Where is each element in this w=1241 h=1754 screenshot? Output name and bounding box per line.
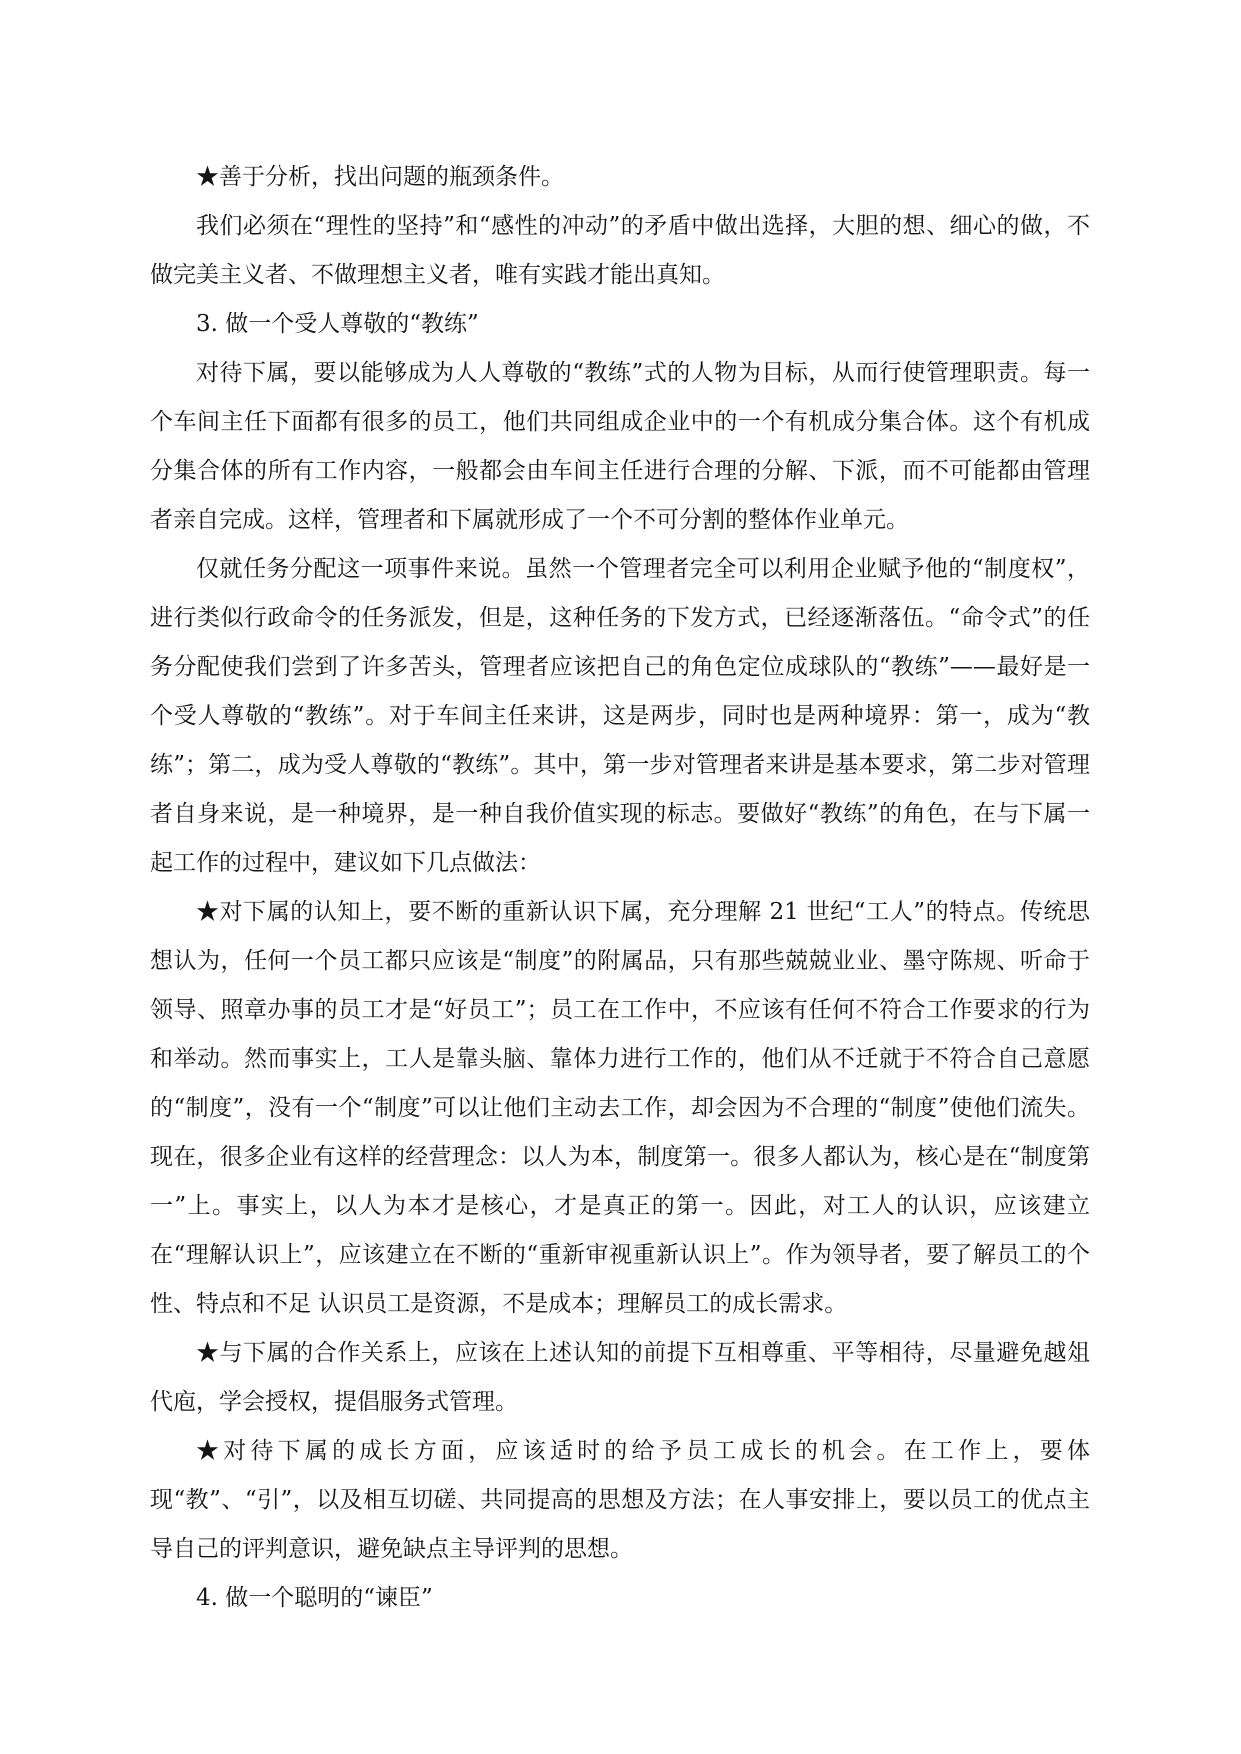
bullet-paragraph-analysis: ★善于分析，找出问题的瓶颈条件。	[196, 164, 564, 190]
paragraph-task-assignment: 仅就任务分配这一项事件来说。虽然一个管理者完全可以利用企业赋予他的“制度权”，进行类似行政命令的任务派发，但是，这种任务的下发方式，已经逐渐落伍。“命令式”的任务分配使我们尝到了许多苦头，管理者应该把自己的角色定位成球队的“教练”——最好是一个受人尊敬的“教练”。对于车间主任来讲，这是两步，同时也是两种境界：第一，成为“教练”；第二，成为受人尊敬的“教练”。其中，第一步对管理者来讲是基本要求，第二步对管理者自身来说，是一种境界，是一种自我价值实现的标志。要做好“教练”的角色，在与下属一起工作的过程中，建议如下几点做法：	[150, 556, 1090, 876]
bullet-paragraph-cooperation: ★与下属的合作关系上，应该在上述认知的前提下互相尊重、平等相待，尽量避免越俎代庖，学会授权，提倡服务式管理。	[150, 1340, 1090, 1415]
paragraph-treat-subordinates: 对待下属，要以能够成为人人尊敬的“教练”式的人物为目标，从而行使管理职责。每一个车间主任下面都有很多的员工，他们共同组成企业中的一个有机成分集合体。这个有机成分集合体的所有工作内容，一般都会由车间主任进行合理的分解、下派，而不可能都由管理者亲自完成。这样，管理者和下属就形成了一个不可分割的整体作业单元。	[150, 360, 1090, 533]
paragraph-rational-choice: 我们必须在“理性的坚持”和“感性的冲动”的矛盾中做出选择，大胆的想、细心的做，不做完美主义者、不做理想主义者，唯有实践才能出真知。	[150, 213, 1090, 288]
bullet-paragraph-growth: ★对待下属的成长方面，应该适时的给予员工成长的机会。在工作上，要体现“教”、“引”，以及相互切磋、共同提高的思想及方法；在人事安排上，要以员工的优点主导自己的评判意识，避免缺点主导评判的思想。	[150, 1438, 1090, 1562]
bullet-paragraph-cognition: ★对下属的认知上，要不断的重新认识下属，充分理解 21 世纪“工人”的特点。传统思想认为，任何一个员工都只应该是“制度”的附属品，只有那些兢兢业业、墨守陈规、听命于领导、照章办事的员工才是“好员工”；员工在工作中，不应该有任何不符合工作要求的行为和举动。然而事实上，工人是靠头脑、靠体力进行工作的，他们从不迁就于不符合自己意愿的“制度”，没有一个“制度”可以让他们主动去工作，却会因为不合理的“制度”使他们流失。现在，很多企业有这样的经营理念：以人为本，制度第一。很多人都认为，核心是在“制度第一”上。事实上，以人为本才是核心，才是真正的第一。因此，对工人的认识，应该建立在“理解认识上”，应该建立在不断的“重新审视重新认识上”。作为领导者，要了解员工的个性、特点和不足 认识员工是资源，不是成本；理解员工的成长需求。	[150, 899, 1090, 1317]
section-heading-coach: 3. 做一个受人尊敬的“教练”	[196, 311, 479, 337]
document-body	[150, 153, 1090, 1623]
section-heading-advisor: 4. 做一个聪明的“谏臣”	[196, 1585, 433, 1611]
